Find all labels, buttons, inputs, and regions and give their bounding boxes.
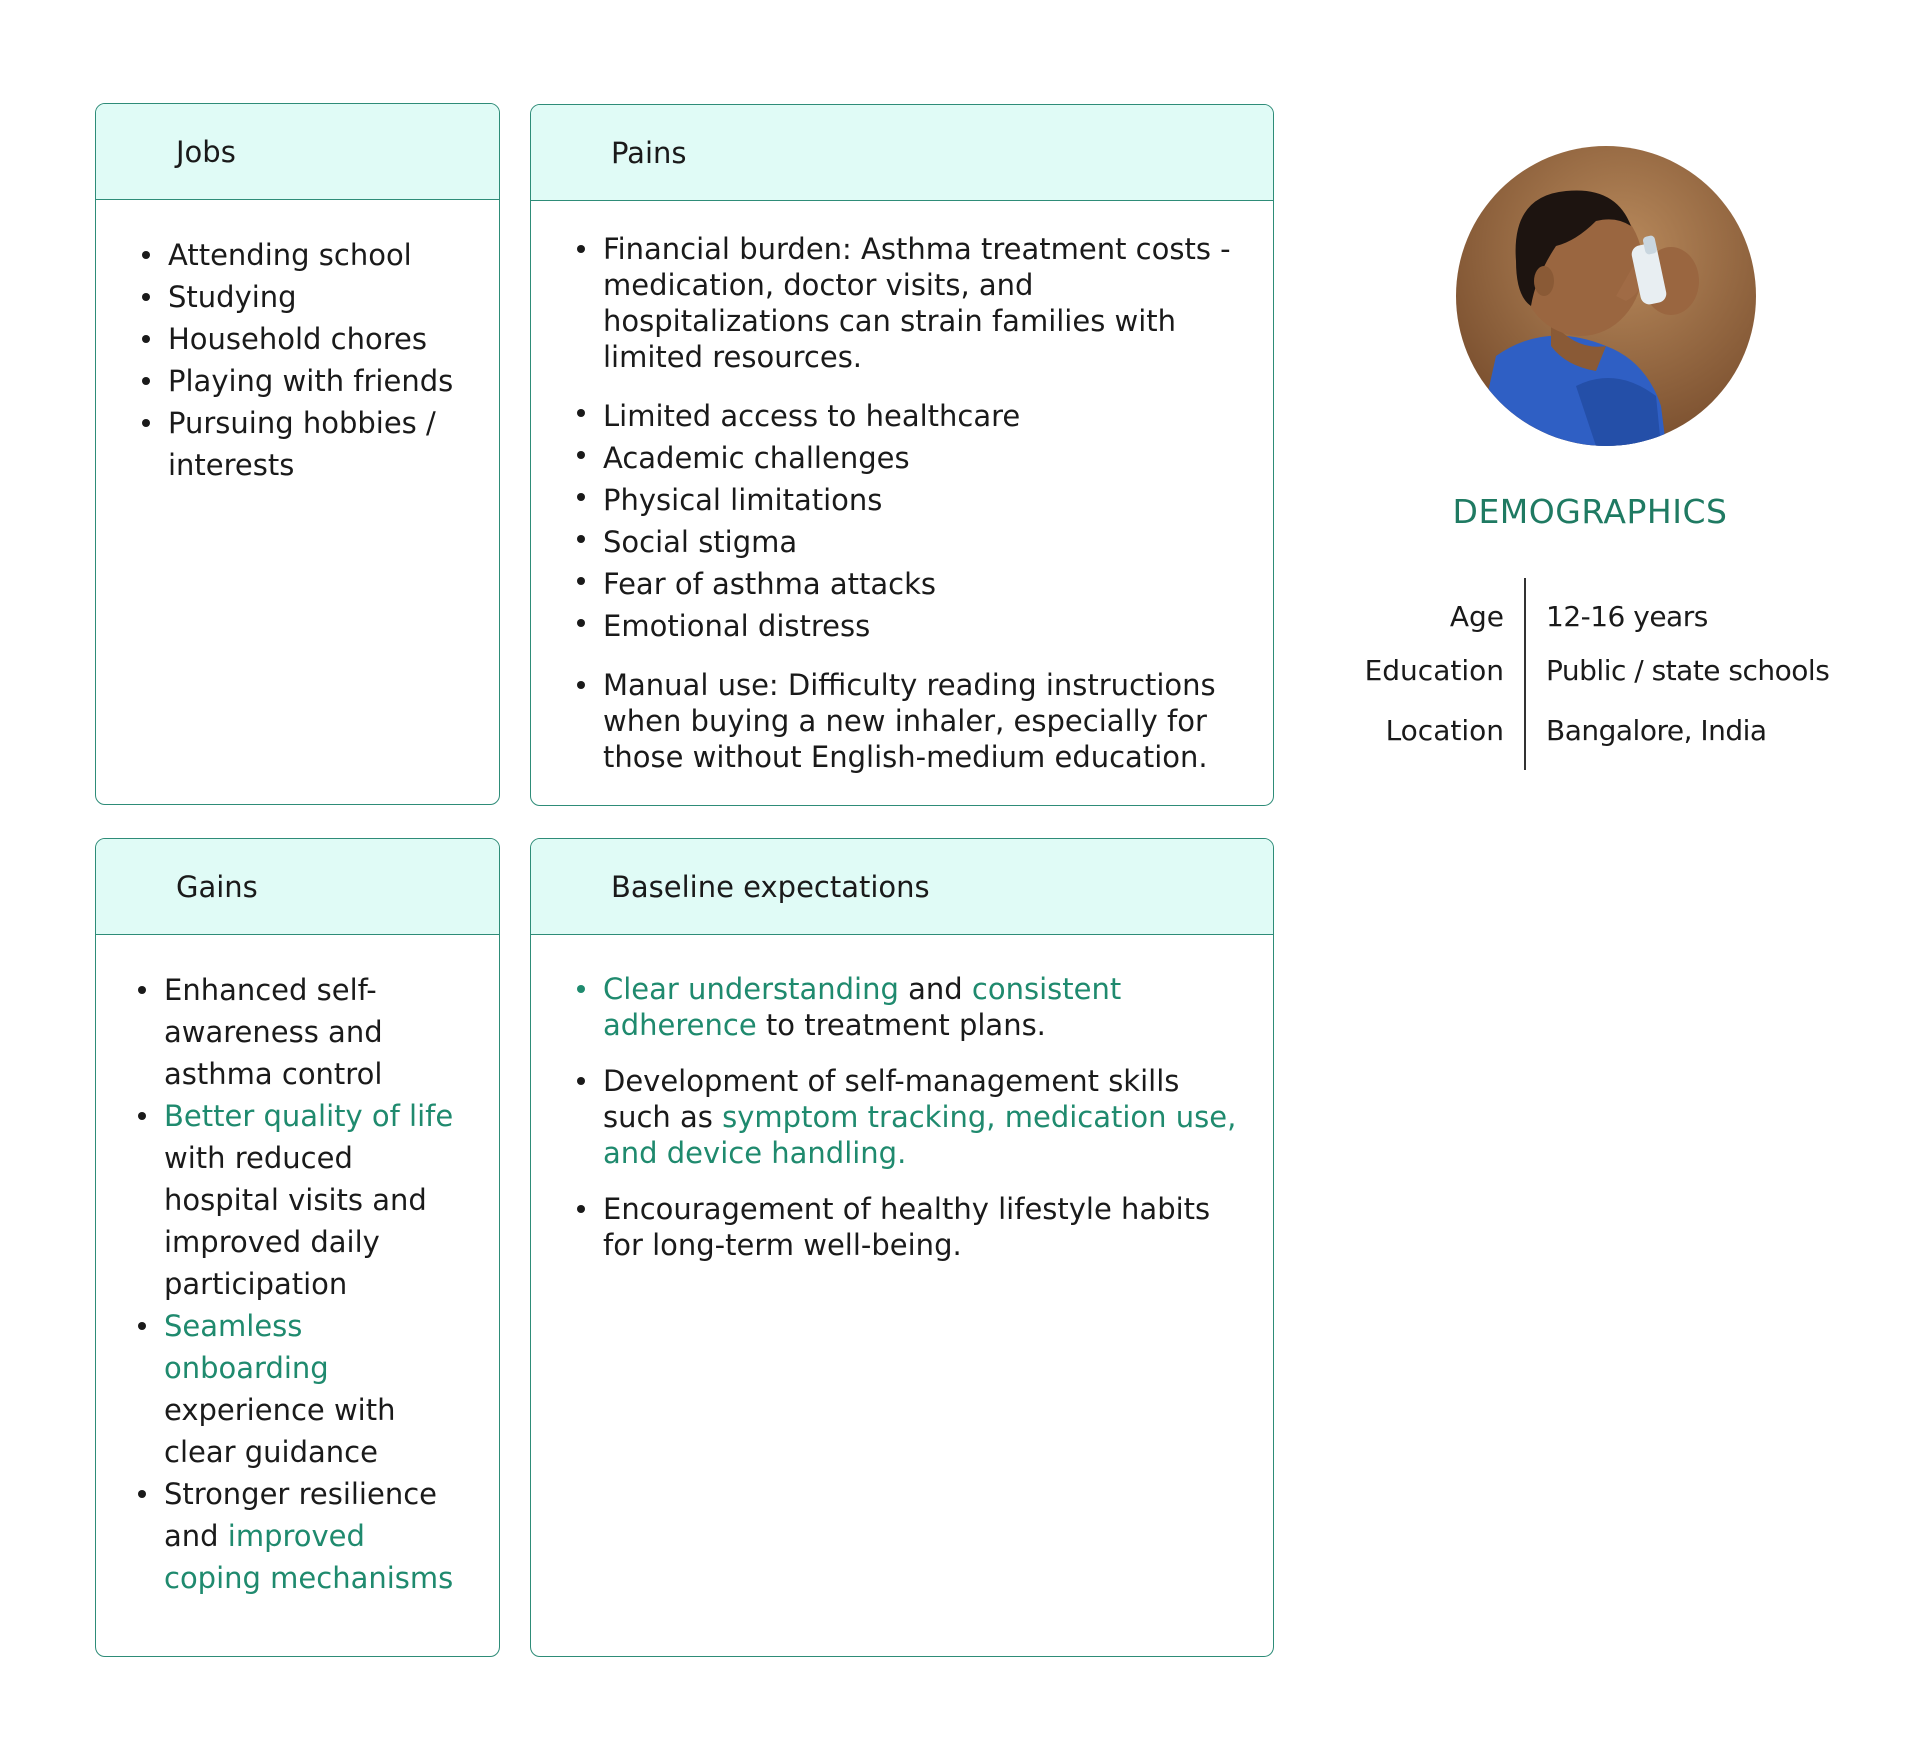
- demographics-divider: [1524, 578, 1526, 770]
- list-item: Seamless onboarding experience with clear guidance: [132, 1305, 469, 1473]
- list-item: Clear understanding and consistent adherence to treatment plans.: [571, 971, 1243, 1043]
- jobs-card: [95, 103, 500, 805]
- demographics-label-location: Location: [1385, 714, 1504, 747]
- demographics-value-age: 12-16 years: [1546, 600, 1708, 633]
- demographics-table: [1300, 578, 1860, 770]
- list-item: Emotional distress: [571, 605, 1237, 647]
- list-item: Playing with friends: [136, 360, 459, 402]
- list-item: Fear of asthma attacks: [571, 563, 1237, 605]
- gains-card: [95, 838, 500, 1657]
- list-item: Physical limitations: [571, 479, 1237, 521]
- pains-card-title: Pains: [531, 105, 1273, 201]
- demographics-label-education: Education: [1364, 654, 1504, 687]
- list-item: Financial burden: Asthma treatment costs - medication, doctor visits, and hospitalizations can strain families with limited resources.: [571, 231, 1237, 375]
- gains-list: [132, 969, 469, 1599]
- list-item: Stronger resilience and improved coping mechanisms: [132, 1473, 469, 1599]
- pains-card: [530, 104, 1274, 806]
- jobs-list: [136, 234, 459, 486]
- list-item: Enhanced self-awareness and asthma control: [132, 969, 469, 1095]
- list-item: Attending school: [136, 234, 459, 276]
- baseline-card-title: Baseline expectations: [531, 839, 1273, 935]
- list-item: Better quality of life with reduced hospital visits and improved daily participation: [132, 1095, 469, 1305]
- list-item: Studying: [136, 276, 459, 318]
- list-item: Household chores: [136, 318, 459, 360]
- demographics-label-age: Age: [1449, 600, 1504, 633]
- baseline-list: [571, 971, 1243, 1263]
- jobs-card-title: Jobs: [96, 104, 499, 200]
- list-item: Academic challenges: [571, 437, 1237, 479]
- demographics-title: DEMOGRAPHICS: [1452, 492, 1728, 531]
- list-item: Limited access to healthcare: [571, 395, 1237, 437]
- child-using-inhaler-photo: [1456, 146, 1756, 446]
- gains-card-title: Gains: [96, 839, 499, 935]
- pains-list: [571, 231, 1237, 775]
- list-item: Pursuing hobbies / interests: [136, 402, 459, 486]
- list-item: Encouragement of healthy lifestyle habits for long-term well-being.: [571, 1191, 1243, 1263]
- demographics-value-location: Bangalore, India: [1546, 714, 1767, 747]
- list-item: Development of self-management skills such as symptom tracking, medication use, and device handling.: [571, 1063, 1243, 1171]
- demographics-value-education: Public / state schools: [1546, 654, 1830, 687]
- list-item: Manual use: Difficulty reading instructions when buying a new inhaler, especially for those without English-medium education.: [571, 667, 1237, 775]
- list-item: Social stigma: [571, 521, 1237, 563]
- baseline-expectations-card: [530, 838, 1274, 1657]
